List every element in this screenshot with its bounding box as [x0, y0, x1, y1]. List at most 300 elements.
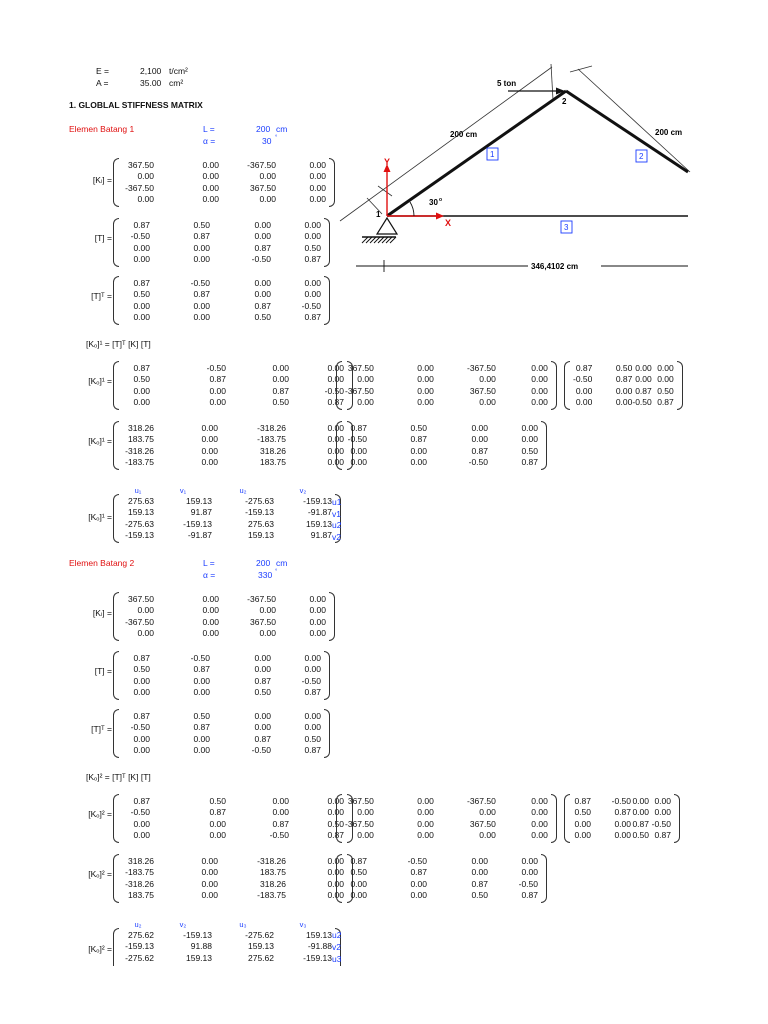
member-3-number: 3 [564, 223, 569, 232]
matrix-cell: 0.87 [471, 445, 488, 456]
matrix-cell: 0.87 [521, 889, 538, 900]
matrix-cell: 0.00 [417, 829, 434, 840]
el1-l-label: L = [203, 124, 215, 134]
matrix-cell: 0.50 [304, 733, 321, 744]
matrix-cell: 0.00 [327, 856, 344, 866]
matrix-cell: 0.50 [327, 818, 344, 829]
matrix-cell: 0.00 [357, 829, 374, 840]
matrix-cell: 275.63 [128, 496, 154, 506]
matrix-cell: 0.87 [654, 829, 671, 840]
matrix-cell: 0.00 [327, 796, 344, 806]
matrix-cell: 0.00 [304, 289, 321, 300]
matrix-cell: 0.00 [309, 160, 326, 170]
matrix-cell: 0.87 [521, 456, 538, 467]
matrix-cell: -159.13 [303, 952, 332, 963]
angle-unit: o [439, 197, 443, 203]
node-1-label: 1 [376, 210, 381, 219]
matrix-cell: 0.00 [193, 311, 210, 322]
matrix-cell: 0.00 [254, 653, 271, 663]
matrix-cell: -318.26 [257, 856, 286, 866]
el1-dof-3: u2 [332, 520, 342, 530]
member-2-length: 200 cm [655, 128, 683, 137]
matrix-cell: 0.00 [417, 385, 434, 396]
matrix-cell: 0.87 [254, 733, 271, 744]
matrix-cell: 0.50 [521, 445, 538, 456]
matrix-cell: 367.50 [250, 182, 276, 193]
matrix-cell: 0.00 [272, 796, 289, 806]
matrix-cell: -0.50 [130, 231, 150, 242]
matrix-cell: -0.50 [190, 278, 210, 288]
matrix-cell: 0.00 [417, 363, 434, 373]
matrix-cell: 0.00 [137, 627, 154, 638]
matrix-cell: 91.87 [190, 507, 212, 518]
matrix-cell: 0.00 [202, 182, 219, 193]
matrix-cell: 0.87 [304, 311, 321, 322]
matrix-cell: 0.00 [575, 396, 593, 407]
matrix-cell: 0.00 [417, 807, 434, 818]
matrix-cell: 0.50 [471, 889, 488, 900]
dof-header: v₃ [299, 920, 307, 929]
matrix-cell: 367.50 [347, 363, 374, 373]
matrix-cell: -0.50 [301, 300, 321, 311]
matrix-cell: 0.00 [133, 829, 150, 840]
x-axis-arrowhead [436, 213, 444, 220]
matrix-cell: 0.00 [193, 733, 210, 744]
matrix-cell: 0.00 [254, 289, 271, 300]
matrix-cell: 0.87 [133, 796, 150, 806]
matrix-cell: 0.00 [202, 171, 219, 182]
matrix-cell: 0.00 [417, 818, 434, 829]
matrix-cell: 0.00 [304, 711, 321, 721]
matrix-cell: 0.00 [309, 627, 326, 638]
matrix-cell: 0.00 [259, 171, 276, 182]
matrix-cell: 318.26 [260, 445, 286, 456]
matrix-cell: 0.00 [479, 374, 496, 385]
el1-l-value: 200 [256, 124, 271, 134]
matrix-cell: -367.50 [467, 363, 496, 373]
el2-formula: [Kₒ]² = [T]ᵀ [K] [T] [86, 772, 151, 782]
matrix-cell: 0.50 [410, 423, 427, 433]
matrix-cell: -91.87 [187, 529, 212, 540]
matrix-cell: 0.00 [614, 818, 631, 829]
matrix-cell: -275.62 [245, 930, 274, 940]
matrix-cell: 183.75 [128, 889, 154, 900]
matrix-cell: -0.50 [518, 878, 538, 889]
matrix-cell: 0.00 [614, 829, 631, 840]
matrix-cell: 0.00 [327, 374, 344, 385]
matrix-cell: 318.26 [128, 423, 154, 433]
matrix-cell: 0.00 [657, 374, 674, 385]
el2-l-value: 200 [256, 558, 271, 568]
matrix-cell: 0.00 [254, 231, 271, 242]
matrix-cell: -159.13 [303, 496, 332, 506]
matrix-cell: 0.00 [309, 182, 326, 193]
matrix-cell: 0.00 [417, 796, 434, 806]
matrix-cell: -0.50 [130, 722, 150, 733]
matrix-cell: -367.50 [247, 594, 276, 604]
matrix-cell: 0.00 [309, 594, 326, 604]
matrix-cell: 0.87 [350, 423, 367, 433]
matrix-cell: 0.87 [614, 807, 631, 818]
matrix-cell: 0.87 [193, 722, 210, 733]
matrix-cell: -0.50 [651, 818, 671, 829]
dof-header: u₁ [134, 486, 142, 495]
matrix-cell: 0.00 [350, 456, 367, 467]
el1-l-unit: cm [276, 124, 288, 134]
matrix-cell: 0.00 [309, 616, 326, 627]
matrix-cell: 0.00 [202, 616, 219, 627]
matrix-cell: 0.00 [133, 744, 150, 755]
matrix-cell: 0.00 [133, 300, 150, 311]
matrix-cell: -367.50 [345, 385, 374, 396]
node-2-label: 2 [562, 97, 567, 106]
matrix-cell: 91.88 [190, 941, 212, 952]
el1-tt-label: [T]ᵀ = [91, 291, 112, 301]
matrix-cell: -91.88 [307, 941, 332, 952]
matrix-cell: 0.00 [209, 396, 226, 407]
x-axis-label: X [445, 218, 452, 228]
matrix-cell: -0.50 [190, 653, 210, 663]
matrix-cell: 0.00 [410, 878, 427, 889]
matrix-cell: 0.87 [254, 242, 271, 253]
matrix-cell: 0.00 [531, 385, 548, 396]
el2-alpha-unit: ° [275, 569, 278, 575]
matrix-cell: -0.50 [468, 456, 488, 467]
matrix-cell: 0.50 [350, 867, 367, 878]
matrix-cell: 159.13 [248, 941, 274, 952]
matrix-cell: 0.00 [521, 423, 538, 433]
load-label: 5 ton [497, 79, 517, 88]
tick-line [378, 186, 392, 196]
matrix-cell: -91.87 [307, 507, 332, 518]
matrix-cell: 0.50 [133, 664, 150, 675]
matrix-cell: 0.00 [272, 374, 289, 385]
matrix-cell: -367.50 [345, 818, 374, 829]
matrix-cell: 0.87 [410, 434, 427, 445]
matrix-cell: 0.87 [327, 829, 344, 840]
matrix-cell: 367.50 [128, 594, 154, 604]
matrix-cell: 0.87 [254, 675, 271, 686]
member-1-length: 200 cm [450, 130, 478, 139]
matrix-cell: 318.26 [260, 878, 286, 889]
matrix-cell: 0.50 [657, 385, 674, 396]
section-title: 1. GLOBLAL STIFFNESS MATRIX [69, 100, 203, 110]
a-value: 35.00 [140, 78, 162, 88]
matrix-cell: 318.26 [128, 856, 154, 866]
el2-kg-label-2: [Kₒ]² = [88, 869, 112, 879]
matrix-cell: -275.63 [125, 518, 154, 529]
matrix-cell: 0.00 [137, 171, 154, 182]
matrix-cell: 0.00 [471, 434, 488, 445]
matrix-cell: 0.87 [575, 363, 593, 373]
matrix-cell: 91.87 [310, 529, 332, 540]
matrix-cell: -0.50 [251, 253, 271, 264]
matrix-cell: 0.00 [193, 253, 210, 264]
matrix-cell: -318.26 [125, 878, 154, 889]
matrix-cell: -0.50 [347, 434, 367, 445]
matrix-cell: 0.00 [327, 807, 344, 818]
el1-alpha-value: 30 [262, 136, 272, 146]
matrix-cell: 0.00 [201, 878, 218, 889]
el2-alpha-value: 330 [258, 570, 273, 580]
matrix-cell: 0.00 [304, 220, 321, 230]
matrix-cell: 0.00 [201, 434, 218, 445]
matrix-cell: 0.00 [531, 807, 548, 818]
matrix-cell: -367.50 [247, 160, 276, 170]
y-axis-label: Y [384, 157, 391, 167]
matrix-cell: 0.87 [615, 374, 633, 385]
matrix-cell: 159.13 [186, 496, 212, 506]
matrix-cell: 0.87 [350, 856, 367, 866]
matrix-cell: 0.00 [259, 627, 276, 638]
matrix-cell: -0.50 [251, 744, 271, 755]
el1-dof-4: v2 [332, 532, 341, 542]
matrix-cell: 0.00 [209, 385, 226, 396]
matrix-cell: 0.00 [575, 385, 593, 396]
el1-kl-label: [Kₗ] = [92, 175, 112, 185]
matrix-cell: 0.00 [133, 242, 150, 253]
angle-arc [410, 202, 414, 216]
matrix-cell: 0.00 [304, 231, 321, 242]
el1-alpha-unit: ° [275, 135, 278, 141]
matrix-cell: 0.87 [304, 686, 321, 697]
support-hatch [362, 237, 396, 243]
matrix-cell: 0.50 [574, 807, 591, 818]
matrix-cell: 0.00 [635, 363, 652, 373]
matrix-cell: 0.00 [202, 594, 219, 604]
matrix-cell: 0.00 [133, 385, 150, 396]
matrix-cell: 0.00 [193, 675, 210, 686]
matrix-cell: 0.50 [133, 289, 150, 300]
matrix-cell: 367.50 [250, 616, 276, 627]
dimension-line-1 [340, 67, 552, 221]
el1-t-label: [T] = [94, 233, 112, 243]
matrix-cell: 0.87 [327, 396, 344, 407]
matrix-cell: -0.50 [632, 396, 652, 407]
matrix-cell: 0.00 [410, 445, 427, 456]
el2-l-unit: cm [276, 558, 288, 568]
matrix-cell: -0.50 [130, 807, 150, 818]
matrix-cell: -159.13 [245, 507, 274, 518]
matrix-cell: 0.87 [193, 231, 210, 242]
e-value: 2,100 [140, 66, 162, 76]
a-unit: cm² [169, 78, 184, 88]
matrix-cell: 0.87 [657, 396, 674, 407]
el2-dof-3: u3 [332, 954, 342, 964]
matrix-cell: 0.00 [133, 311, 150, 322]
matrix-cell: 0.87 [133, 220, 150, 230]
matrix-cell: 0.87 [574, 796, 591, 806]
matrix-cell: 0.00 [304, 664, 321, 675]
dof-header: u₃ [239, 920, 247, 929]
matrix-cell: -367.50 [125, 182, 154, 193]
matrix-cell: 0.00 [133, 396, 150, 407]
matrix-cell: 0.00 [350, 445, 367, 456]
el2-title: Elemen Batang 2 [69, 558, 135, 568]
matrix-cell: 0.00 [202, 193, 219, 204]
el1-formula: [Kₒ]¹ = [T]ᵀ [K] [T] [86, 339, 151, 349]
matrix-cell: -159.13 [125, 529, 154, 540]
matrix-cell: 0.00 [357, 396, 374, 407]
matrix-cell: 0.00 [327, 445, 344, 456]
matrix-cell: 0.00 [531, 829, 548, 840]
matrix-cell: 0.50 [632, 829, 649, 840]
matrix-cell: 367.50 [469, 385, 496, 396]
matrix-cell: 0.00 [410, 456, 427, 467]
matrix-cell: 0.00 [254, 664, 271, 675]
matrix-cell: 0.87 [133, 278, 150, 288]
matrix-cell: 367.50 [347, 796, 374, 806]
el1-dof-2: v1 [332, 509, 341, 519]
matrix-cell: 0.00 [309, 193, 326, 204]
matrix-cell: 0.87 [133, 653, 150, 663]
matrix-cell: 0.00 [327, 456, 344, 467]
dof-header: u₂ [134, 920, 142, 929]
matrix-cell: 0.50 [193, 220, 210, 230]
matrix-cell: 0.00 [471, 867, 488, 878]
el2-result-label: [Kₒ]² = [88, 944, 112, 954]
matrix-cell: 0.50 [254, 311, 271, 322]
matrix-cell: 0.00 [133, 686, 150, 697]
matrix-cell: 0.00 [309, 171, 326, 182]
matrix-cell: 0.00 [209, 829, 226, 840]
matrix-cell: 0.00 [254, 278, 271, 288]
matrix-cell: 0.00 [574, 818, 591, 829]
matrix-cell: -183.75 [257, 889, 286, 900]
matrix-cell: 0.50 [304, 242, 321, 253]
matrix-cell: 0.00 [357, 374, 374, 385]
matrix-cell: 0.00 [133, 818, 150, 829]
dof-header: v₂ [299, 486, 307, 495]
matrix-cell: 0.00 [574, 829, 591, 840]
matrix-cell: 0.00 [254, 711, 271, 721]
matrix-cell: 0.00 [201, 867, 218, 878]
matrix-cell: 0.00 [521, 867, 538, 878]
matrix-cell: 0.00 [202, 605, 219, 616]
matrix-cell: 0.00 [193, 744, 210, 755]
dof-header: v₂ [179, 920, 187, 929]
matrix-cell: 0.00 [531, 818, 548, 829]
matrix-cell: 0.87 [272, 385, 289, 396]
el2-kl-label: [Kₗ] = [92, 608, 112, 618]
matrix-cell: 183.75 [260, 456, 286, 467]
matrix-cell: 0.00 [309, 605, 326, 616]
matrix-cell: 0.00 [531, 796, 548, 806]
matrix-cell: 0.00 [615, 385, 633, 396]
matrix-cell: -159.13 [183, 930, 212, 940]
matrix-cell: 0.00 [654, 807, 671, 818]
el1-title: Elemen Batang 1 [69, 124, 135, 134]
el1-dof-1: u1 [332, 497, 342, 507]
matrix-cell: 0.00 [193, 300, 210, 311]
matrix-cell: 0.00 [193, 686, 210, 697]
matrix-cell: -183.75 [257, 434, 286, 445]
matrix-cell: 0.00 [635, 374, 652, 385]
matrix-cell: 0.00 [327, 867, 344, 878]
matrix-cell: 0.00 [531, 374, 548, 385]
matrix-cell: 0.00 [304, 722, 321, 733]
matrix-cell: 367.50 [128, 160, 154, 170]
matrix-cell: 275.62 [248, 952, 274, 963]
matrix-cell: 0.87 [209, 374, 226, 385]
e-unit: t/cm² [169, 66, 188, 76]
matrix-cell: 0.87 [133, 363, 150, 373]
e-label: E = [96, 66, 109, 76]
pin-support [377, 218, 397, 234]
matrix-cell: 0.87 [471, 878, 488, 889]
matrix-cell: 0.00 [632, 796, 649, 806]
matrix-cell: 0.00 [632, 807, 649, 818]
matrix-cell: 0.00 [410, 889, 427, 900]
matrix-cell: 0.00 [657, 363, 674, 373]
matrix-cell: 0.00 [254, 722, 271, 733]
matrix-cell: -159.13 [125, 941, 154, 952]
matrix-cell: 159.13 [128, 507, 154, 518]
matrix-cell: 0.00 [521, 856, 538, 866]
matrix-cell: -0.50 [206, 363, 226, 373]
matrix-cell: -367.50 [125, 616, 154, 627]
matrix-cell: 0.50 [209, 796, 226, 806]
matrix-cell: 0.00 [471, 856, 488, 866]
matrix-cell: 0.00 [479, 829, 496, 840]
matrix-cell: 0.87 [272, 818, 289, 829]
matrix-cell: 0.00 [259, 193, 276, 204]
matrix-cell: 0.00 [327, 878, 344, 889]
matrix-cell: 159.13 [186, 952, 212, 963]
matrix-cell: 0.50 [193, 711, 210, 721]
matrix-cell: 0.00 [193, 242, 210, 253]
matrix-cell: 0.87 [209, 807, 226, 818]
matrix-cell: 0.00 [133, 253, 150, 264]
matrix-cell: 0.00 [521, 434, 538, 445]
matrix-cell: -318.26 [125, 445, 154, 456]
matrix-cell: 0.87 [635, 385, 652, 396]
matrix-cell: 0.00 [254, 220, 271, 230]
matrix-cell: 0.00 [417, 396, 434, 407]
matrix-cell: 0.00 [327, 423, 344, 433]
tick-line [551, 64, 553, 100]
matrix-cell: 0.00 [201, 423, 218, 433]
el2-t-label: [T] = [94, 666, 112, 676]
matrix-cell: 0.00 [350, 889, 367, 900]
dimension-line-2 [578, 69, 690, 172]
matrix-cell: 0.00 [201, 456, 218, 467]
angle-label: 30 [429, 198, 438, 207]
matrix-cell: 0.00 [202, 160, 219, 170]
a-label: A = [96, 78, 109, 88]
el1-kg-label: [Kₒ]¹ = [88, 376, 112, 386]
matrix-cell: 0.00 [327, 434, 344, 445]
matrix-cell: 0.00 [350, 878, 367, 889]
matrix-cell: 0.00 [615, 396, 633, 407]
member-1-number: 1 [490, 150, 495, 159]
matrix-cell: -0.50 [573, 374, 593, 385]
matrix-cell: 0.00 [479, 396, 496, 407]
matrix-cell: -0.50 [301, 675, 321, 686]
matrix-cell: -0.50 [324, 385, 344, 396]
matrix-cell: -367.50 [467, 796, 496, 806]
matrix-cell: 0.87 [133, 711, 150, 721]
matrix-cell: -183.75 [125, 867, 154, 878]
dof-header: u₂ [239, 486, 247, 495]
matrix-cell: 275.62 [128, 930, 154, 940]
matrix-cell: 0.00 [137, 193, 154, 204]
matrix-cell: 0.00 [327, 889, 344, 900]
matrix-cell: 0.50 [133, 374, 150, 385]
member-1 [387, 91, 566, 216]
matrix-cell: 0.00 [327, 363, 344, 373]
matrix-cell: 0.00 [531, 363, 548, 373]
